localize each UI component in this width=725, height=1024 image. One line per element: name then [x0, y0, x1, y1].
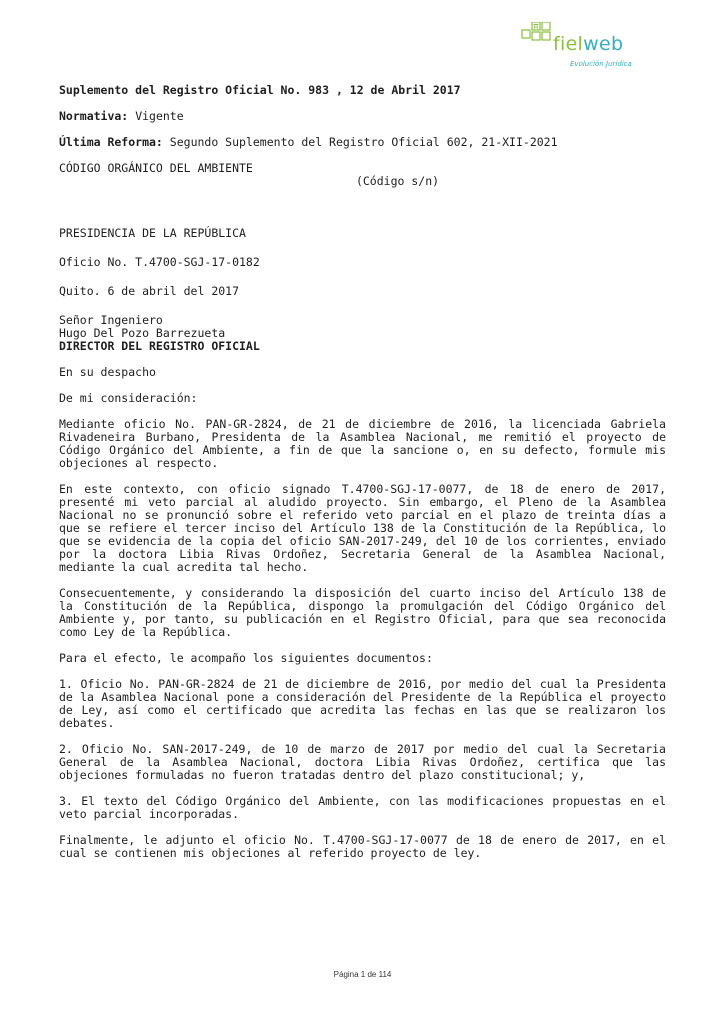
document-title: Suplemento del Registro Oficial No. 983 , 12 de Abril 2017: [59, 83, 461, 97]
normativa-label: Normativa:: [59, 109, 129, 123]
reforma-line: [59, 136, 666, 149]
logo-tagline: Evolución Jurídica: [570, 60, 632, 68]
recipient-role: DIRECTOR DEL REGISTRO OFICIAL: [59, 339, 260, 353]
code-name: CÓDIGO ORGÁNICO DEL AMBIENTE: [59, 161, 253, 175]
reforma-label: Última Reforma:: [59, 135, 163, 149]
building-columns-icon: [534, 24, 539, 29]
logo-wordmark: fielweb: [553, 33, 624, 55]
paragraph: Mediante oficio No. PAN-GR-2824, de 21 de diciembre de 2016, la licenciada Gabriela Rivadeneira Burbano, Presidenta de la Asamblea Nacional, me remitió el proyecto de Código Orgánico del Ambiente, a fin de que la sancione o, en su defecto, formule mis objeciones al respecto.: [59, 417, 666, 470]
document-body: [59, 84, 666, 860]
normativa-value: Vigente: [135, 109, 184, 123]
greeting: De mi consideración:: [59, 391, 198, 405]
place-date: Quito. 6 de abril del 2017: [59, 284, 240, 298]
paragraph: Finalmente, le adjunto el oficio No. T.4700-SGJ-17-0077 de 18 de enero de 2017, en el cual se contienen mis objeciones al referido proyecto de ley.: [59, 833, 666, 860]
paragraph: Consecuentemente, y considerando la disposición del cuarto inciso del Artículo 138 de la Constitución de la República, dispongo la promulgación del Código Orgánico del Ambiente y, por tanto, su publicación en el Registro Oficial, para que sea reconocida como Ley de la República.: [59, 586, 666, 639]
reforma-value: Segundo Suplemento del Registro Oficial 602, 21-XII-2021: [169, 135, 558, 149]
page-number: Página 1 de 114: [333, 970, 392, 979]
recipient-title: Señor Ingeniero: [59, 313, 163, 327]
recipient-location: En su despacho: [59, 365, 156, 379]
paragraph: Para el efecto, le acompaño los siguientes documentos:: [59, 651, 433, 665]
list-item: 3. El texto del Código Orgánico del Ambiente, con las modificaciones propuestas en el veto parcial incorporadas.: [59, 794, 666, 821]
list-item: 1. Oficio No. PAN-GR-2824 de 21 de diciembre de 2016, por medio del cual la Presidenta de la Asamblea Nacional pone a consideración del Presidente de la República el proyecto de Ley, así como el certificado que acredita las fechas en las que se realizaron los debates.: [59, 677, 666, 730]
paragraph: En este contexto, con oficio signado T.4700-SGJ-17-0077, de 18 de enero de 2017, presenté mi veto parcial al aludido proyecto. Sin embargo, el Pleno de la Asamblea Nacional no se pronunció sobre el referido veto parcial en el plazo de treinta días a que se refiere el tercer inciso del Artículo 138 de la Constitución de la República, lo que se evidencia de la copia del oficio SAN-2017-249, del 10 de los corrientes, enviado por la doctora Libia Rivas Ordoñez, Secretaria General de la Asamblea Nacional, mediante la cual acredita tal hecho.: [59, 482, 666, 574]
code-number: (Código s/n): [355, 174, 440, 188]
list-item: 2. Oficio No. SAN-2017-249, de 10 de marzo de 2017 por medio del cual la Secretaria General de la Asamblea Nacional, doctora Libia Rivas Ordoñez, certifica que las objeciones formuladas no fueron tratadas dentro del plazo constitucional; y,: [59, 742, 666, 782]
oficio-number: Oficio No. T.4700-SGJ-17-0182: [59, 255, 260, 269]
recipient-name: Hugo Del Pozo Barrezueta: [59, 326, 226, 340]
presidency-heading: PRESIDENCIA DE LA REPÚBLICA: [59, 226, 246, 240]
normativa-line: [59, 110, 666, 123]
